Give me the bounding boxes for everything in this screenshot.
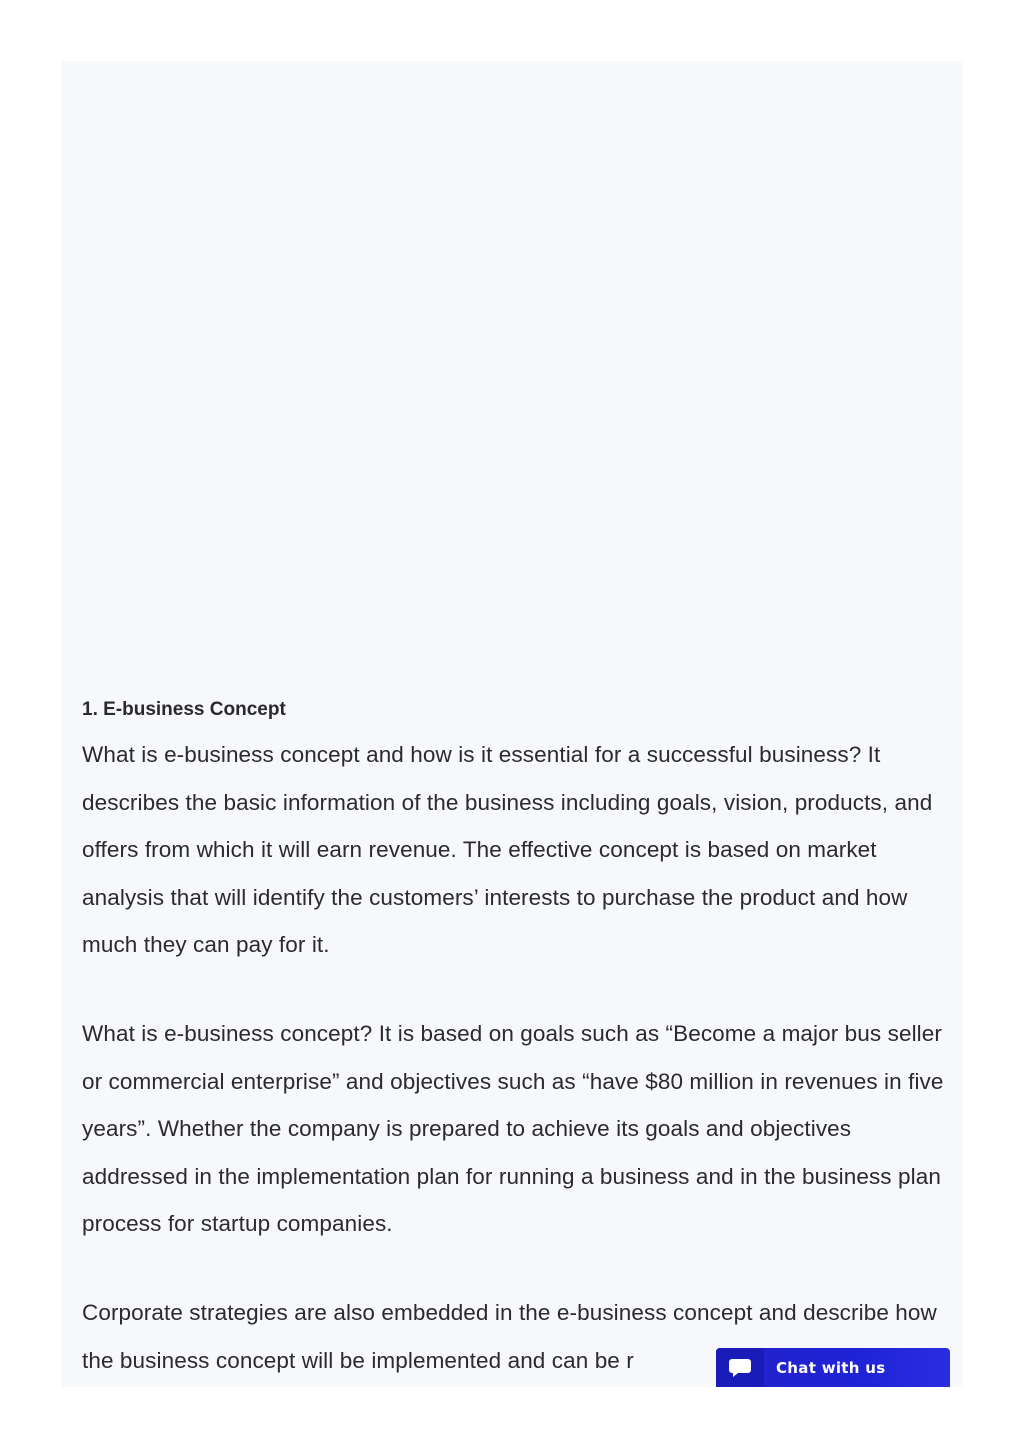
article-body [82, 697, 952, 1387]
chat-bubble-icon [716, 1348, 764, 1387]
document-page [62, 61, 963, 1387]
paragraph-1: What is e-business concept and how is it essential for a successful business? It describes the basic information of the business including goals, vision, products, and offers from which it will earn revenue. The effective concept is based on market analysis that will identify the customers’ interests to purchase the product and how much they can pay for it. [82, 742, 933, 958]
paragraph-2: What is e-business concept? It is based on goals such as “Become a major bus seller or commercial enterprise” and objectives such as “have $80 million in revenues in five years”. Whether the company is prepared to achieve its goals and objectives addressed in the implementation plan for running a business and in the business plan process for startup companies. [82, 1020, 944, 1237]
paragraph-3: Corporate strategies are also embedded in the e-business concept and describe how the business concept will be implemented and can be r [82, 1299, 937, 1373]
chat-label: Chat with us [776, 1358, 886, 1377]
chat-with-us-button[interactable] [716, 1348, 950, 1387]
section-title: 1. E-business Concept [82, 699, 286, 720]
